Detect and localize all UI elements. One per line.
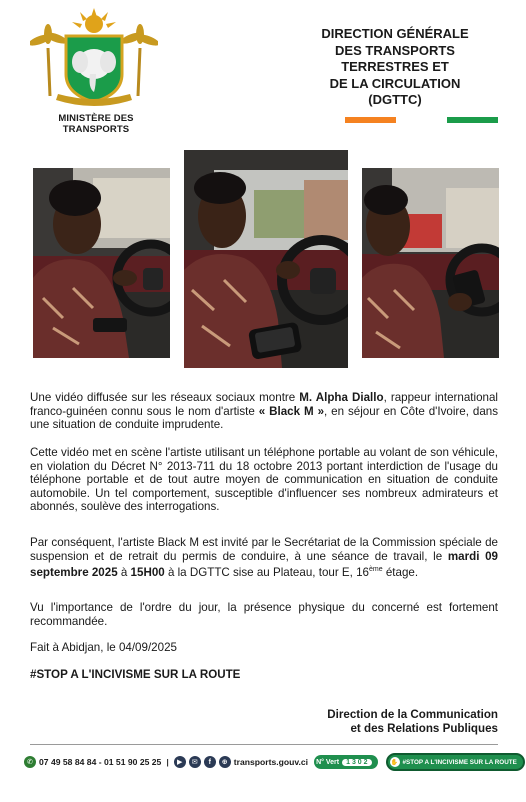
agency-line: TERRESTRES ET [341, 59, 449, 74]
signature-block [327, 708, 498, 736]
agency-line: DE LA CIRCULATION [329, 75, 461, 91]
text: , rappeur international franco-guinéen connu sous le nom d'artiste [30, 391, 499, 418]
agency-name [290, 26, 500, 109]
photo-driver-left [33, 168, 170, 358]
hotline-number: 1 3 0 2 [342, 759, 371, 766]
globe-icon: ⊕ [219, 756, 231, 768]
flag-white [396, 117, 447, 123]
signature-line: et des Relations Publiques [350, 722, 498, 735]
text: Une vidéo diffusée sur les réseaux sociaux montre [30, 391, 300, 404]
artist-alias: « Black M » [258, 404, 325, 418]
campaign-label: #STOP A L'INCIVISME SUR LA ROUTE [402, 758, 517, 766]
flag-green [447, 117, 498, 123]
paragraph-intro [30, 391, 498, 432]
footer-divider [30, 744, 498, 745]
campaign-badge [386, 753, 525, 771]
coat-of-arms-logo [30, 8, 158, 112]
paragraph-violation: Cette vidéo met en scène l'artiste utilisant un téléphone portable au volant de son véhicule, en violation du Décret N° 2013-711 du 18 octobre 2013 portant interdiction de l'usage du téléphone portable et de tout autre moyen de communication en situation de conduite automobile. Un tel comportement, susceptible d'influencer ses nombreux admirateurs et abonnés, soulève des interrogations. [30, 446, 498, 514]
ordinal-suffix: ème [369, 566, 383, 574]
photo-driver-right [362, 168, 499, 358]
ministry-name: MINISTÈRE DES TRANSPORTS [58, 113, 134, 135]
website-link[interactable]: transports.gouv.ci [233, 757, 309, 767]
divider: | [166, 757, 169, 767]
footer-contacts [24, 753, 525, 771]
photo-driver-center [184, 150, 348, 368]
phone-icon: ✆ [24, 756, 36, 768]
hotline-badge[interactable] [314, 755, 377, 769]
campaign-icon: ✋ [390, 757, 400, 767]
hotline-label: N° Vert [316, 758, 340, 766]
meeting-date: mardi 09 septembre 2025 [30, 549, 498, 580]
campaign-hashtag: #STOP A L'INCIVISME SUR LA ROUTE [30, 668, 241, 681]
messenger-icon[interactable]: ✉ [189, 756, 201, 768]
agency-line: (DGTTC) [368, 92, 422, 107]
youtube-icon[interactable]: ▶ [174, 756, 186, 768]
text: Par conséquent, l'artiste Black M est invité par le Secrétariat de la Commission spéciale de suspension et de retrait du permis de conduire, à une séance de travail, le [30, 536, 498, 563]
agency-line: DES TRANSPORTS [335, 42, 455, 58]
flag-orange [345, 117, 396, 123]
text: , en séjour en Côte d'Ivoire, dans une situation de conduite imprudente. [30, 404, 499, 432]
text: étage. [382, 566, 419, 580]
meeting-time: 15H00 [130, 566, 165, 580]
agency-line: DIRECTION GÉNÉRALE [321, 26, 469, 41]
place-date: Fait à Abidjan, le 04/09/2025 [30, 641, 177, 654]
national-flag-bar [345, 117, 498, 123]
signature-line: Direction de la Communication [327, 708, 498, 721]
facebook-icon[interactable]: f [204, 756, 216, 768]
text: à la DGTTC sise au Plateau, tour E, 16 [164, 566, 369, 580]
phone-numbers[interactable]: 07 49 58 84 84 - 01 51 90 25 25 [39, 757, 162, 767]
artist-name: M. Alpha Diallo [299, 391, 384, 404]
text: à [117, 566, 131, 580]
paragraph-summons [30, 536, 498, 580]
paragraph-attendance: Vu l'importance de l'ordre du jour, la présence physique du concerné est fortement recommandée. [30, 601, 498, 628]
